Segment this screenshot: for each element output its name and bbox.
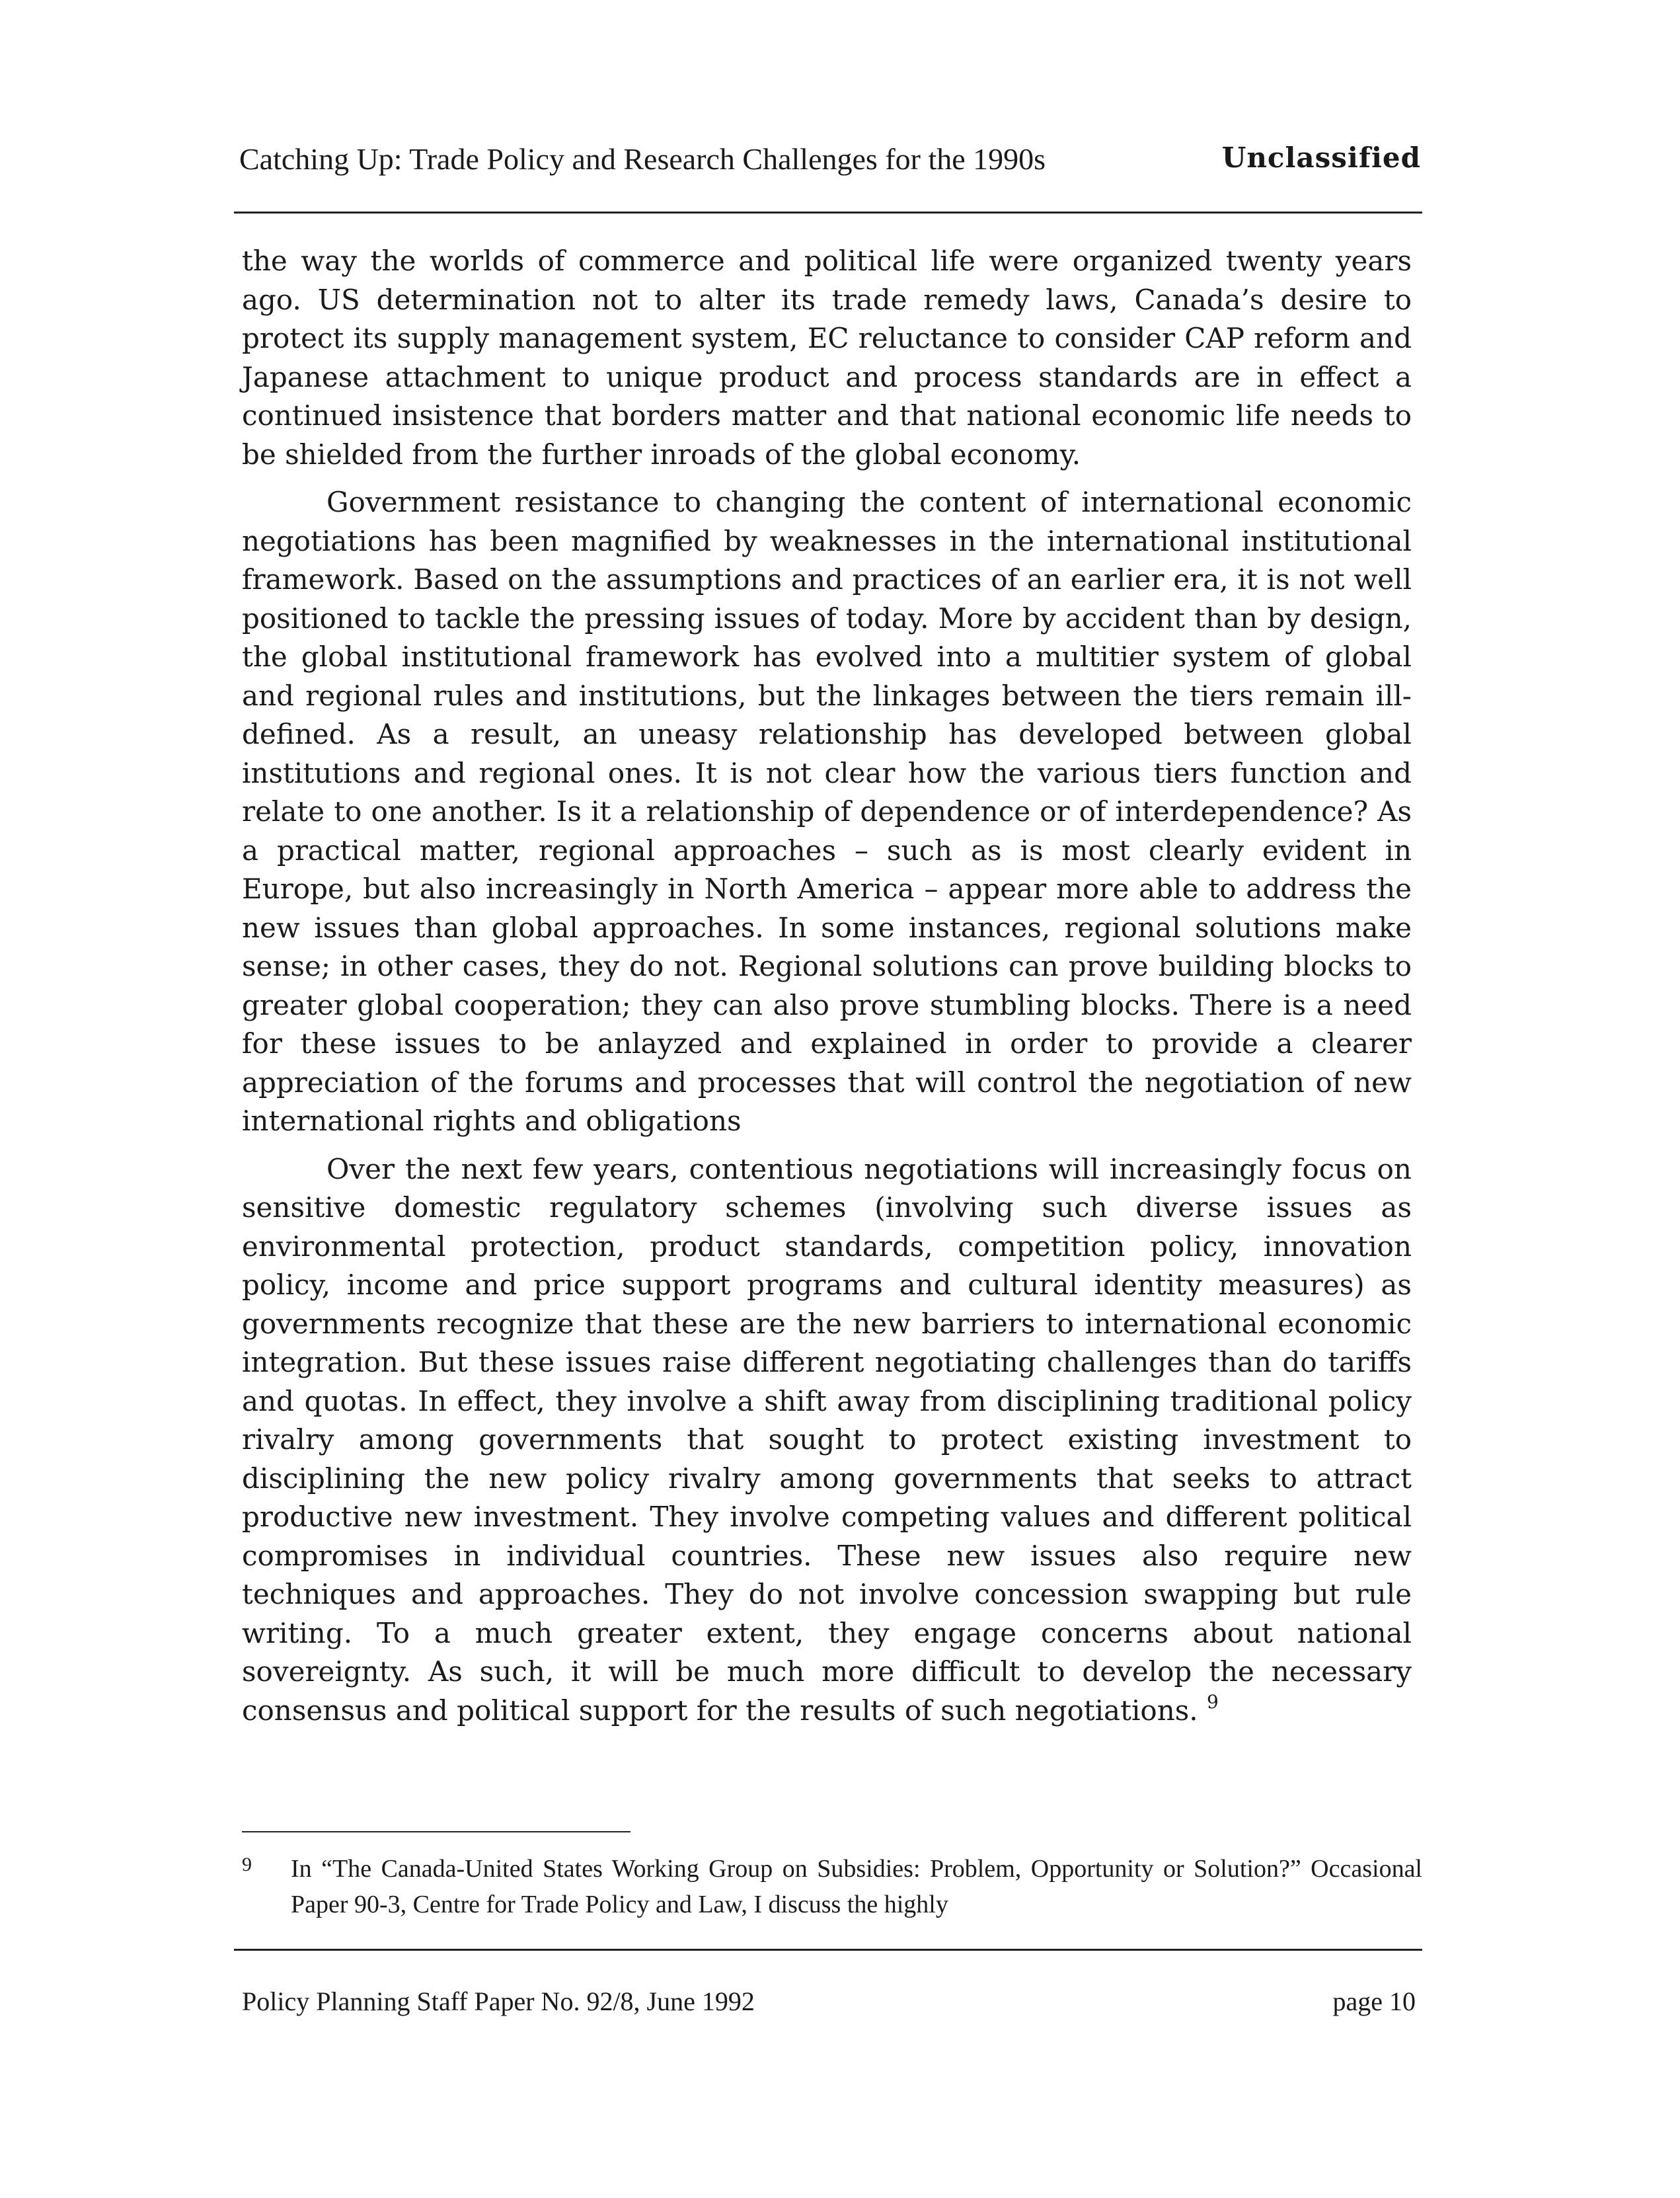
footnote-text: In “The Canada-United States Working Group on Subsidies: Problem, Opportunity or Solution?” Occasional Paper 90-3, Centre for Trade Policy and Law, I discuss the highly (291, 1855, 1422, 1918)
page-header (239, 141, 1421, 188)
footnote-reference[interactable]: 9 (1207, 1690, 1219, 1713)
paragraph-text: Over the next few years, contentious negotiations will increasingly focus on sensitive domestic regulatory schemes (involving such diverse issues as environmental protection, product standards, competition policy, innovation policy, income and price support programs and cultural identity measures) as governments recognize that these are the new barriers to international economic integration. But these issues raise different negotiating challenges than do tariffs and quotas. In effect, they involve a shift away from disciplining traditional policy rivalry among governments that sought to protect existing investment to disciplining the new policy rivalry among governments that seeks to attract productive new investment. They involve competing values and different political compromises in individual countries. These new issues also require new techniques and approaches. They do not involve concession swapping but rule writing. To a much greater extent, they engage concerns about national sovereignty. As such, it will be much more difficult to develop the necessary consensus and political support for the results of such negotiations. (242, 1152, 1412, 1727)
footer-rule (234, 1949, 1422, 1951)
footer-paper-reference: Policy Planning Staff Paper No. 92/8, June 1992 (242, 1986, 755, 2016)
footnote-divider (242, 1831, 630, 1832)
page-number: page 10 (1332, 1986, 1416, 2016)
classification-label: Unclassified (1221, 141, 1421, 174)
footnote-number: 9 (242, 1854, 252, 1875)
body-text (242, 242, 1412, 1739)
page-footer (242, 1986, 1416, 2025)
paragraph-continuation: the way the worlds of commerce and political life were organized twenty years ago. US determination not to alter its trade remedy laws, Canada’s desire to protect its supply management system, EC reluctance to consider CAP reform and Japanese attachment to unique product and process standards are in effect a continued insistence that borders matter and that national economic life needs to be shielded from the further inroads of the global economy. (242, 245, 1412, 471)
paragraph (242, 1150, 1412, 1731)
footnote (242, 1851, 1422, 1922)
header-title: Catching Up: Trade Policy and Research Challenges for the 1990s (239, 142, 1046, 176)
paragraph: Government resistance to changing the content of international economic negotiations has been magnified by weaknesses in the international institutional framework. Based on the assumptions and practices of an earlier era, it is not well positioned to tackle the pressing issues of today. More by accident than by design, the global institutional framework has evolved into a multitier system of global and regional rules and institutions, but the linkages between the tiers remain ill-defined. As a result, an uneasy relationship has developed between global institutions and regional ones. It is not clear how the various tiers function and relate to one another. Is it a relationship of dependence or of interdependence? As a practical matter, regional approaches – such as is most clearly evident in Europe, but also increasingly in North America – appear more able to address the new issues than global approaches. In some instances, regional solutions make sense; in other cases, they do not. Regional solutions can prove building blocks to greater global cooperation; they can also prove stumbling blocks. There is a need for these issues to be anlayzed and explained in order to provide a clearer appreciation of the forums and processes that will control the negotiation of new international rights and obligations (242, 486, 1412, 1137)
header-rule (234, 212, 1422, 214)
